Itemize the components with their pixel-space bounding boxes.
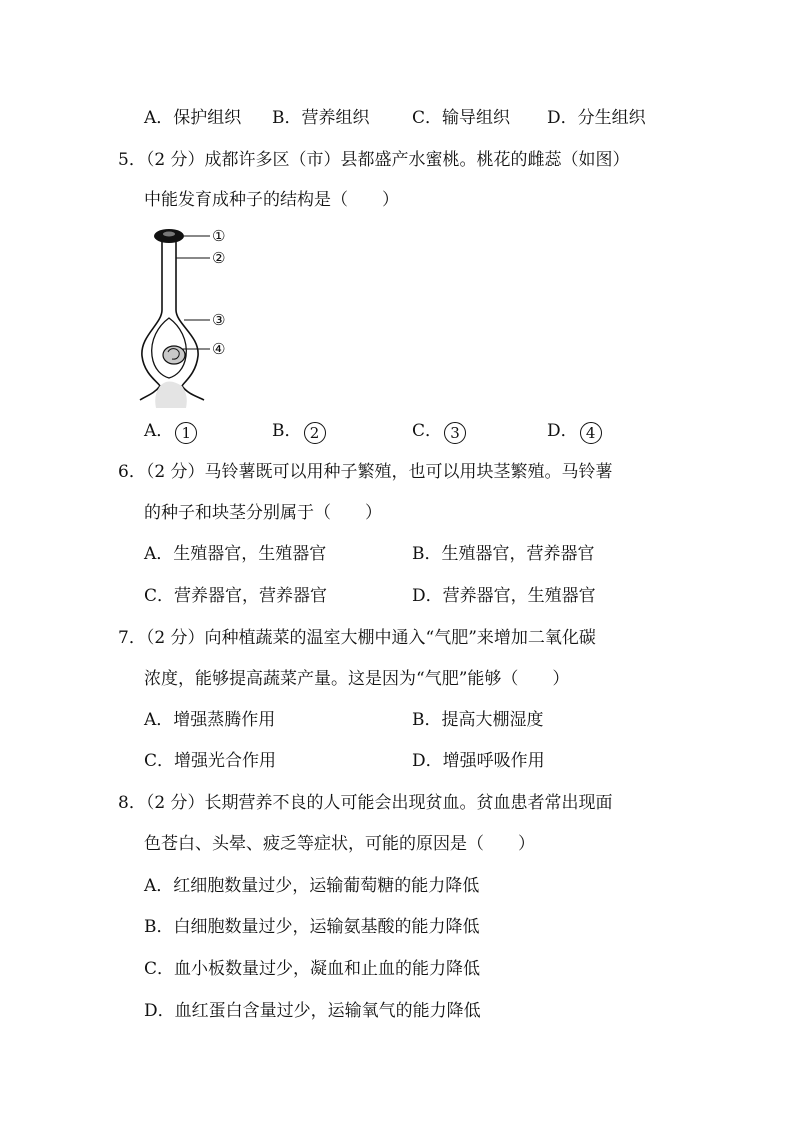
q5-option-b-letter: B． <box>272 421 302 441</box>
q5-option-a-letter: A． <box>144 421 174 441</box>
q5-option-d-mark: 4 <box>580 422 602 444</box>
q7-option-c[interactable]: C．增强光合作用 <box>144 751 277 771</box>
q7-stem-line-2: 浓度，能够提高蔬菜产量。这是因为“气肥”能够（ ） <box>144 669 570 689</box>
figure-label-1: ① <box>212 227 226 245</box>
q6-option-a[interactable]: A．生殖器官，生殖器官 <box>144 544 327 564</box>
figure-label-3: ③ <box>212 311 226 329</box>
q7-stem-line-1: 7．（2 分）向种植蔬菜的温室大棚中通入“气肥”来增加二氧化碳 <box>118 628 596 648</box>
q6-stem-line-1: 6．（2 分）马铃薯既可以用种子繁殖，也可以用块茎繁殖。马铃薯 <box>118 462 613 482</box>
q7-option-b[interactable]: B．提高大棚湿度 <box>412 710 544 730</box>
q5-stem-line-2: 中能发育成种子的结构是（ ） <box>144 190 399 210</box>
q4-option-c[interactable]: C．输导组织 <box>412 108 511 128</box>
q5-option-b-mark: 2 <box>304 422 326 444</box>
figure-label-4: ④ <box>212 340 226 358</box>
q7-option-a[interactable]: A．增强蒸腾作用 <box>144 710 276 730</box>
q6-option-d[interactable]: D．营养器官，生殖器官 <box>412 586 596 606</box>
figure-label-2: ② <box>212 249 226 267</box>
q8-stem-line-2: 色苍白、头晕、疲乏等症状，可能的原因是（ ） <box>144 834 535 854</box>
q8-option-c[interactable]: C．血小板数量过少，凝血和止血的能力降低 <box>144 959 481 979</box>
q8-option-a[interactable]: A．红细胞数量过少，运输葡萄糖的能力降低 <box>144 876 480 896</box>
q5-option-c-letter: C． <box>412 421 443 441</box>
q5-option-c[interactable] <box>412 420 466 444</box>
q8-stem-line-1: 8．（2 分）长期营养不良的人可能会出现贫血。贫血患者常出现面 <box>118 793 613 813</box>
q4-option-d[interactable]: D．分生组织 <box>547 108 646 128</box>
q5-option-b[interactable] <box>272 420 326 444</box>
q4-option-a[interactable]: A．保护组织 <box>144 108 242 128</box>
q8-option-b[interactable]: B．白细胞数量过少，运输氨基酸的能力降低 <box>144 917 480 937</box>
pistil-outline <box>140 242 162 400</box>
q5-option-c-mark: 3 <box>444 422 466 444</box>
pistil-diagram <box>138 222 248 408</box>
q5-option-d-letter: D． <box>547 421 578 441</box>
q5-stem-line-1: 5．（2 分）成都许多区（市）县都盛产水蜜桃。桃花的雌蕊（如图） <box>118 150 630 170</box>
q7-option-d[interactable]: D．增强呼吸作用 <box>412 751 545 771</box>
q8-option-d[interactable]: D．血红蛋白含量过少，运输氧气的能力降低 <box>144 1001 481 1021</box>
q5-option-a[interactable] <box>144 420 197 444</box>
q5-option-a-mark: 1 <box>175 422 197 444</box>
q6-option-b[interactable]: B．生殖器官，营养器官 <box>412 544 595 564</box>
q6-stem-line-2: 的种子和块茎分别属于（ ） <box>144 503 382 523</box>
q5-option-d[interactable] <box>547 420 602 444</box>
q4-option-b[interactable]: B．营养组织 <box>272 108 370 128</box>
q6-option-c[interactable]: C．营养器官，营养器官 <box>144 586 328 606</box>
